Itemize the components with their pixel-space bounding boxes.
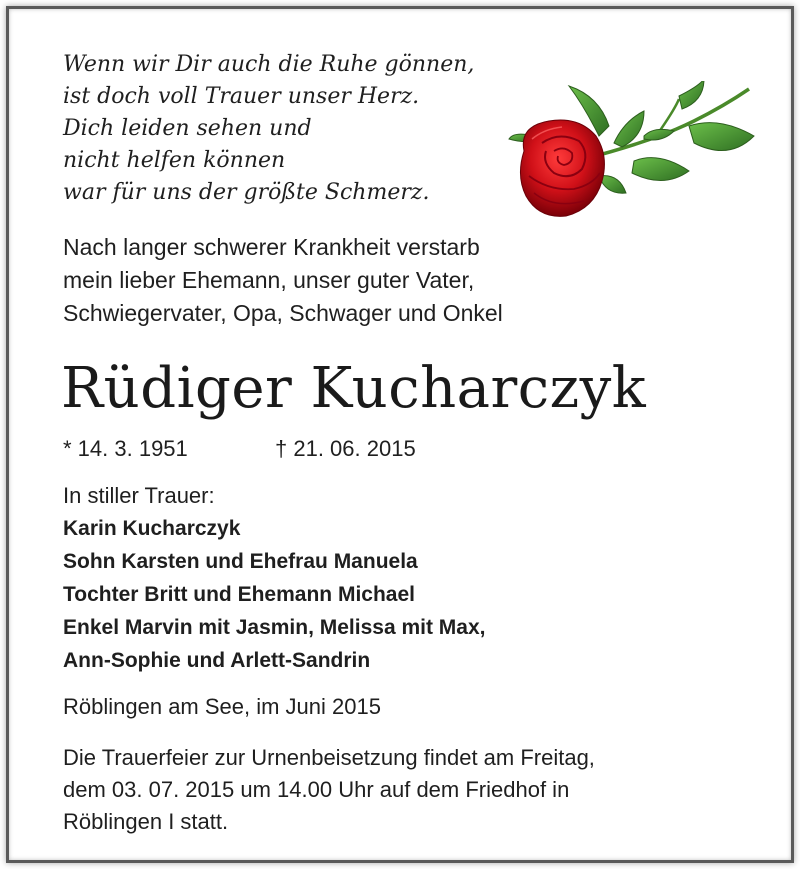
mourner-name: Enkel Marvin mit Jasmin, Melissa mit Max, bbox=[63, 616, 486, 639]
service-info bbox=[63, 742, 595, 838]
service-line: dem 03. 07. 2015 um 14.00 Uhr auf dem Friedhof in bbox=[63, 777, 570, 802]
mourner-name: Karin Kucharczyk bbox=[63, 517, 241, 540]
mourner-name: Tochter Britt und Ehemann Michael bbox=[63, 583, 415, 606]
death-date: † 21. 06. 2015 bbox=[275, 436, 416, 461]
poem-line: nicht helfen können bbox=[63, 148, 286, 173]
poem bbox=[63, 49, 474, 209]
intro-line: Nach langer schwerer Krankheit verstarb bbox=[63, 234, 480, 260]
poem-line: Dich leiden sehen und bbox=[63, 116, 312, 141]
mourners-lead: In stiller Trauer: bbox=[63, 483, 215, 508]
poem-line: ist doch voll Trauer unser Herz. bbox=[63, 84, 420, 109]
service-line: Die Trauerfeier zur Urnenbeisetzung findet am Freitag, bbox=[63, 745, 595, 770]
mourner-name: Sohn Karsten und Ehefrau Manuela bbox=[63, 550, 418, 573]
mourners bbox=[63, 479, 486, 677]
life-dates bbox=[63, 434, 416, 464]
mourner-name: Ann-Sophie und Arlett-Sandrin bbox=[63, 649, 371, 672]
rose-icon bbox=[504, 81, 764, 226]
deceased-name: Rüdiger Kucharczyk bbox=[61, 356, 647, 421]
intro-text bbox=[63, 231, 503, 330]
poem-line: Wenn wir Dir auch die Ruhe gönnen, bbox=[63, 52, 475, 77]
place-date: Röblingen am See, im Juni 2015 bbox=[63, 694, 381, 719]
intro-line: Schwiegervater, Opa, Schwager und Onkel bbox=[63, 300, 503, 326]
poem-line: war für uns der größte Schmerz. bbox=[63, 180, 430, 205]
birth-date: * 14. 3. 1951 bbox=[63, 436, 188, 461]
notice-frame bbox=[6, 6, 794, 863]
intro-line: mein lieber Ehemann, unser guter Vater, bbox=[63, 267, 475, 293]
service-line: Röblingen I statt. bbox=[63, 809, 229, 834]
